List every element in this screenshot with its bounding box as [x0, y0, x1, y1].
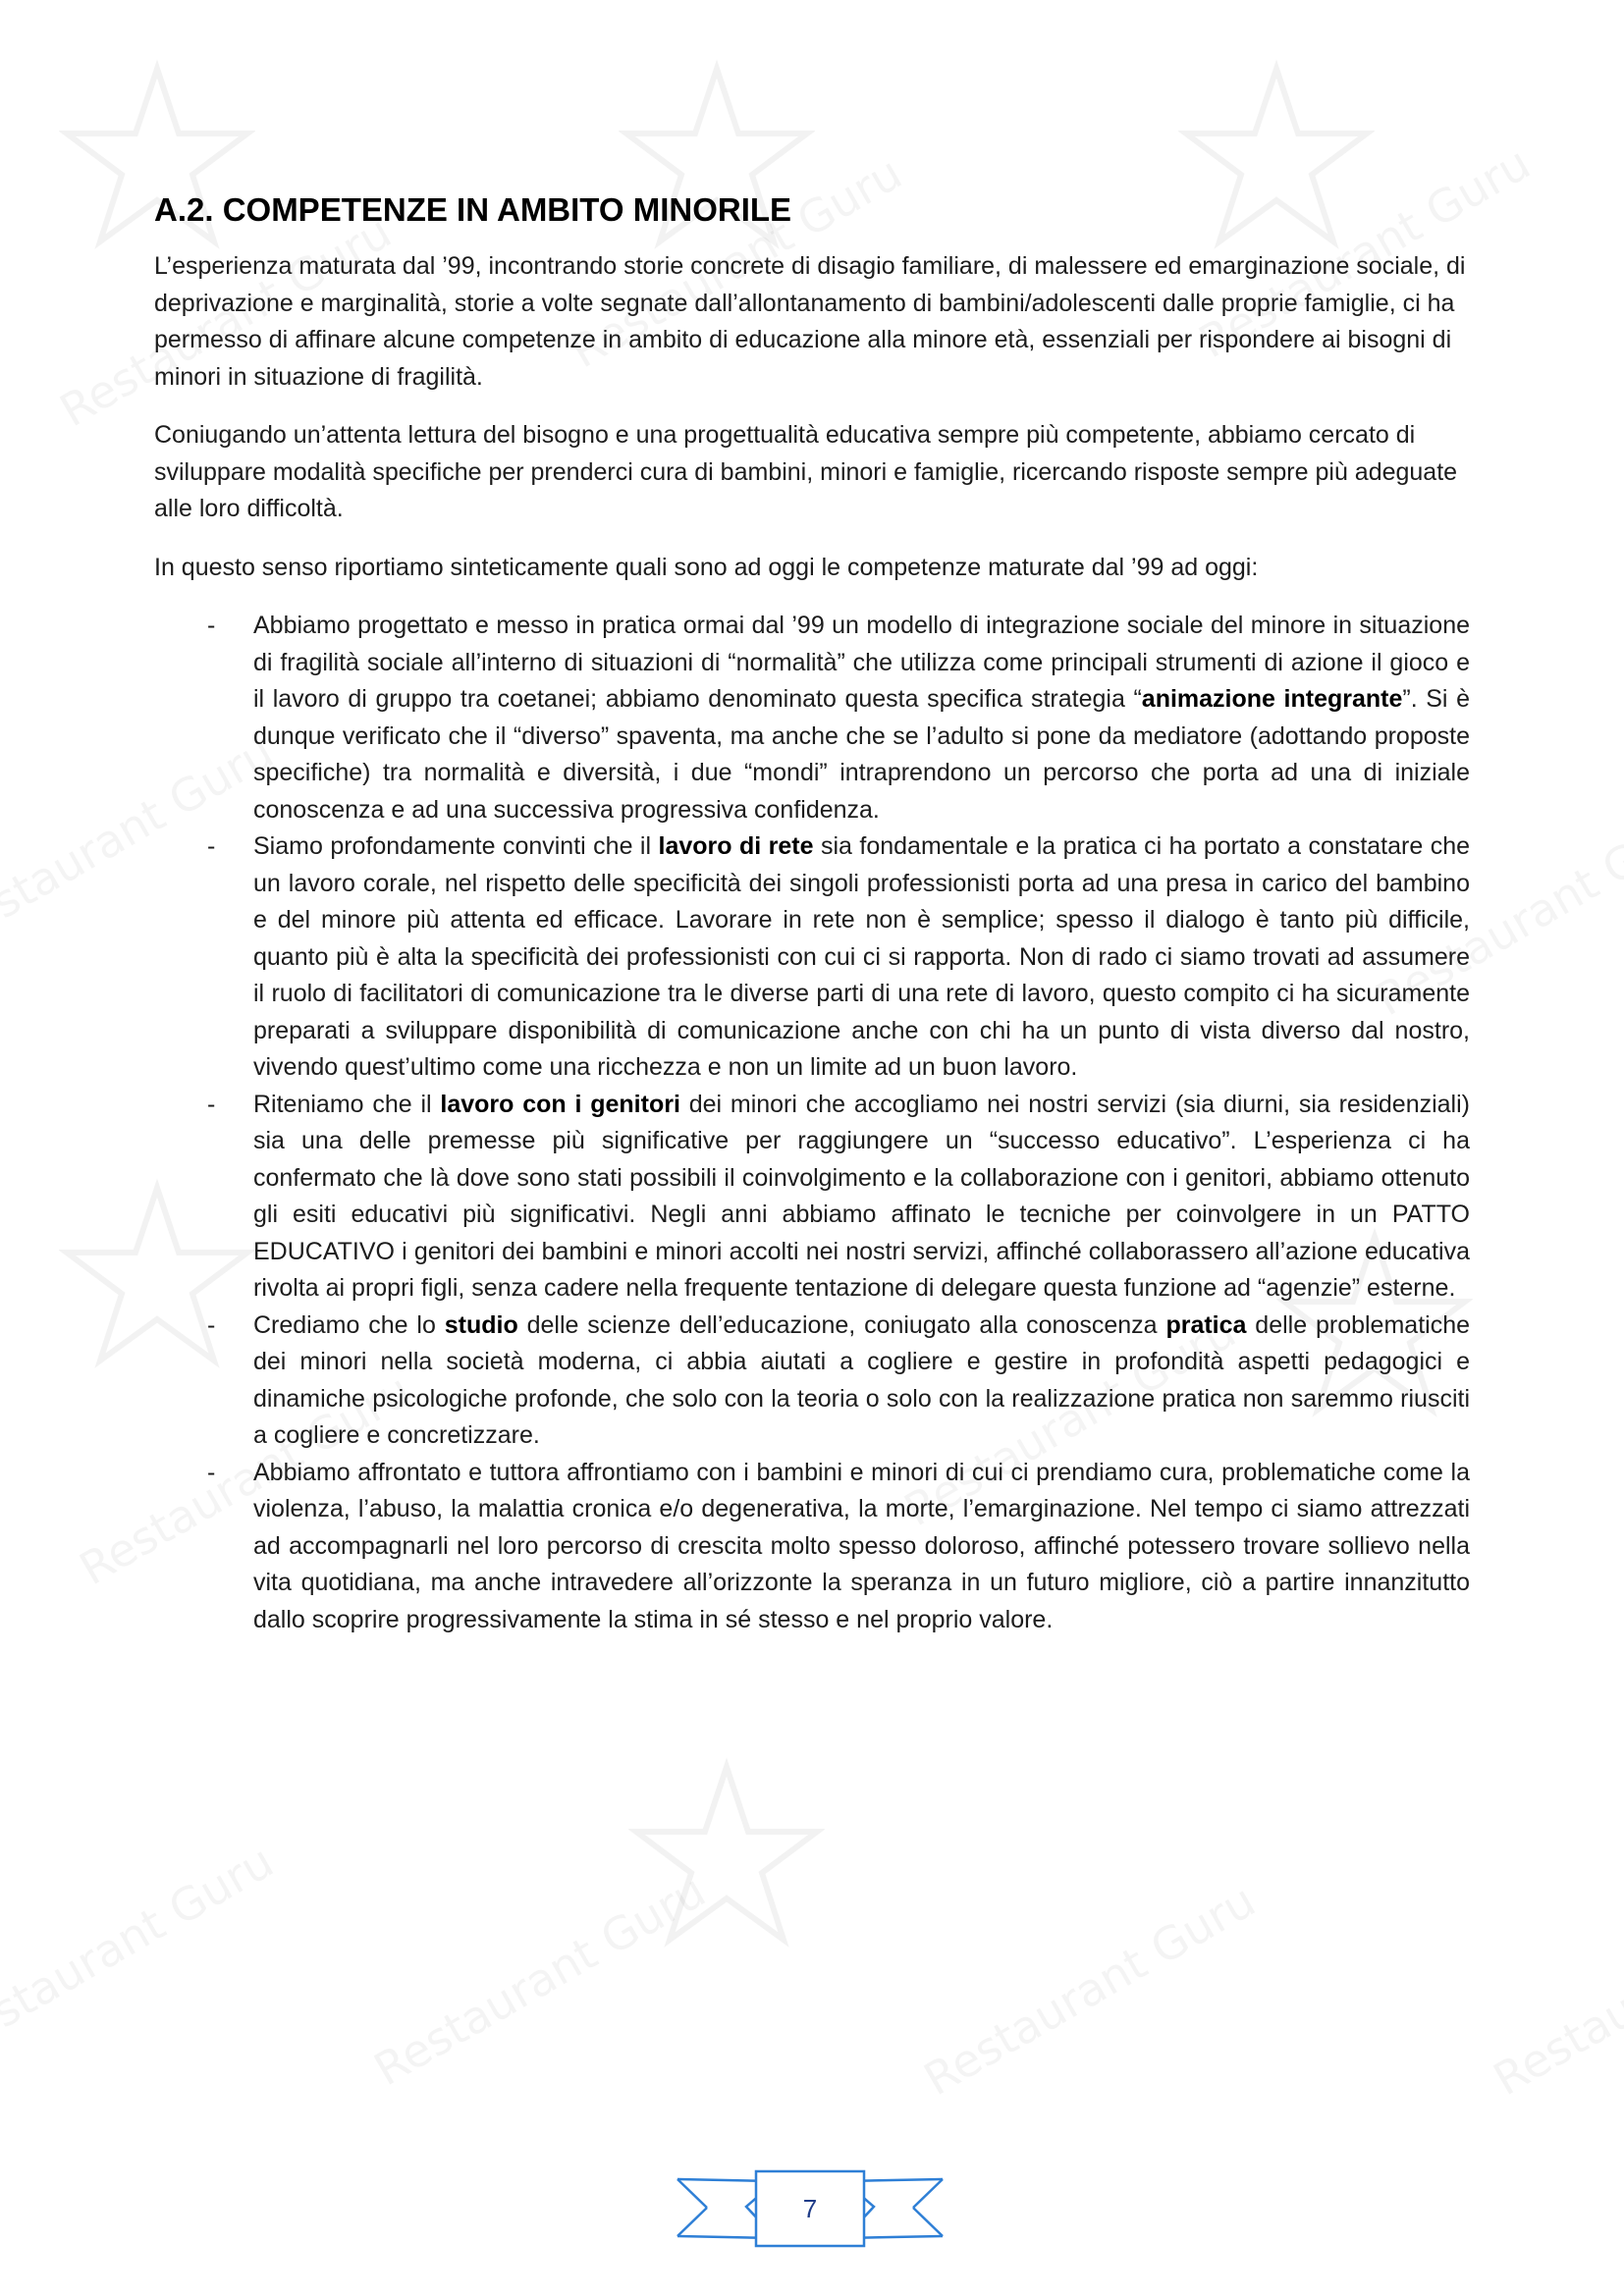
- watermark-text: [915, 1874, 1265, 2106]
- bullet-dash: -: [207, 832, 216, 860]
- key-term: lavoro di rete: [658, 832, 814, 860]
- key-term: animazione integrante: [1141, 685, 1403, 713]
- section-heading: A.2. COMPETENZE IN AMBITO MINORILE: [154, 191, 792, 228]
- approach-paragraph: Coniugando un’attenta lettura del bisogno e una progettualità educativa sempre più competente, abbiamo cercato di sviluppare modalità specifiche per prenderci cura di bambini, minori e famiglie, ricercando risposte sempre più adeguate alle loro difficoltà.: [154, 421, 1458, 522]
- key-term: pratica: [1165, 1310, 1247, 1339]
- bullet-dash: -: [207, 612, 216, 639]
- key-term: studio: [444, 1310, 518, 1339]
- bullet-dash: -: [207, 1090, 216, 1118]
- list-intro-paragraph: In questo senso riportiamo sinteticamente quali sono ad oggi le competenze maturate dal ’99 ad oggi:: [154, 553, 1259, 581]
- list-item: - Crediamo che lo studio delle scienze dell’educazione, coniugato alla conoscenza pratica delle problematiche dei minori nella società moderna, ci abbia aiutati a cogliere e gestire in profondità aspetti pedagogici e dinamiche psicologiche profonde, che solo con la teoria o solo con la realizzazione pratica non saremmo riusciti a cogliere e concretizzare.: [154, 1308, 1470, 1455]
- list-item: - Riteniamo che il lavoro con i genitori dei minori che accogliamo nei nostri servizi (sia diurni, sia residenziali) sia una delle premesse più significative per raggiungere un “successo educativo”. L’esperienza ci ha confermato che là dove sono stati possibili il coinvolgimento e la collaborazione con i genitori, abbiamo ottenuto gli esiti educativi più significativi. Negli anni abbiamo affinato le tecniche per coinvolgere in un PATTO EDUCATIVO i genitori dei bambini e minori accolti nei nostri servizi, affinché collaborassero all’azione educativa rivolta ai propri figli, senza cadere nella frequente tentazione di delegare questa funzione ad “agenzie” esterne.: [154, 1087, 1470, 1308]
- watermark-text: [1485, 1874, 1624, 2106]
- intro-paragraph: L’esperienza maturata dal ’99, incontrando storie concrete di disagio familiare, di malessere ed emarginazione sociale, di deprivazione e marginalità, storie a volte segnate dall’allontanamento di bambini/adolescenti dalle proprie famiglie, ci ha permesso di affinare alcune competenze in ambito di educazione alla minore età, essenziali per rispondere ai bisogni di minori in situazione di fragilità.: [154, 252, 1466, 391]
- bullet-dash: -: [207, 1310, 216, 1339]
- list-item: - Abbiamo affrontato e tuttora affrontiamo con i bambini e minori di cui ci prendiamo cura, problematiche come la violenza, l’abuso, la malattia cronica e/o degenerativa, la morte, l’emarginazione. Nel tempo ci siamo attrezzati ad accompagnarli nel loro percorso di crescita molto spesso doloroso, affinché potessero trovare sollievo nella vita quotidiana, ma anche intravedere all’orizzonte la speranza in un futuro migliore, ciò a partire innanzitutto dallo scoprire progressivamente la stima in sé stesso e nel proprio valore.: [154, 1455, 1470, 1639]
- list-item: - Abbiamo progettato e messo in pratica ormai dal ’99 un modello di integrazione sociale del minore in situazione di fragilità sociale all’interno di situazioni di “normalità” che utilizza come principali strumenti di azione il gioco e il lavoro di gruppo tra coetanei; abbiamo denominato questa specifica strategia “animazione integrante”. Si è dunque verificato che il “diverso” spaventa, ma anche che se l’adulto si pone da mediatore (adottando proposte specifiche) tra normalità e diversità, i due “mondi” intraprendono un percorso che porta ad una di iniziale conoscenza e ad una successiva progressiva confidenza.: [154, 608, 1470, 828]
- page-number: 7: [802, 2194, 818, 2223]
- page-number-ribbon: [668, 2160, 952, 2258]
- bullet-dash: -: [207, 1458, 216, 1486]
- competence-list: [154, 608, 1470, 1638]
- document-page: [154, 191, 1470, 1638]
- key-term: lavoro con i genitori: [440, 1090, 680, 1118]
- watermark-star-icon: [628, 1757, 825, 1953]
- watermark-text: [365, 1864, 715, 2096]
- list-item: - Siamo profondamente convinti che il lavoro di rete sia fondamentale e la pratica ci ha portato a constatare che un lavoro corale, nel rispetto delle specificità dei singoli professionisti porta ad una presa in carico del bambino e del minore più attenta ed efficace. Lavorare in rete non è semplice; spesso il dialogo è tanto più difficile, quanto più è alta la specificità dei professionisti con cui ci si rapporta. Non di rado ci siamo trovati ad assumere il ruolo di facilitatori di comunicazione tra le diverse parti di una rete di lavoro, questo compito ci ha sicuramente preparati a sviluppare disponibilità di comunicazione anche con chi ha un punto di vista diverso dal nostro, vivendo quest’ultimo come una ricchezza e non un limite ad un buon lavoro.: [154, 828, 1470, 1087]
- watermark-text: [0, 1835, 282, 2066]
